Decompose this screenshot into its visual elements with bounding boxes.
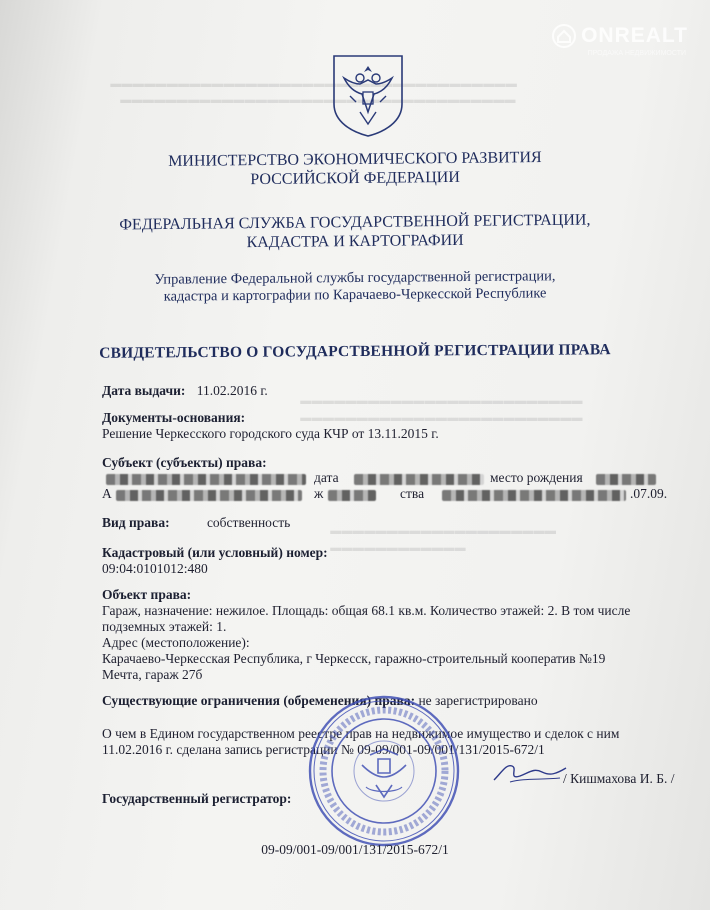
ministry-line-1: МИНИСТЕРСТВО ЭКОНОМИЧЕСКОГО РАЗВИТИЯ (168, 149, 542, 170)
coat-of-arms-icon (330, 52, 406, 138)
object-label: Объект права: (102, 587, 192, 602)
registrar-label: Государственный регистратор: (102, 791, 292, 806)
show-through-text: ▬▬▬▬▬▬▬▬▬▬▬▬▬▬▬▬▬▬▬▬ (330, 525, 556, 537)
service-line-2: КАДАСТРА И КАРТОГРАФИИ (246, 231, 464, 252)
basis-docs-block (102, 410, 439, 442)
subject-fragment: А (102, 486, 112, 501)
registry-line-2: 11.02.2016 г. сделана запись регистрации № 09-09/001-09/001/131/2015-672/1 (102, 742, 545, 757)
address-label: Адрес (местоположение): (102, 635, 250, 650)
registry-line-1: О чем в Едином государственном реестре прав на недвижимое имущество и сделок с ним (102, 726, 620, 741)
service-heading (0, 209, 710, 254)
registrar-label-row (102, 791, 291, 807)
watermark-subtitle: ПРОДАЖА НЕДВИЖИМОСТИ (587, 50, 686, 57)
issue-date-value: 11.02.2016 г. (196, 383, 268, 398)
cadastral-label: Кадастровый (или условный) номер: (102, 545, 328, 560)
right-type-label: Вид права: (102, 515, 170, 530)
service-line-1: ФЕДЕРАЛЬНАЯ СЛУЖБА ГОСУДАРСТВЕННОЙ РЕГИСТРАЦИИ, (119, 211, 591, 234)
certificate-title: СВИДЕТЕЛЬСТВО О ГОСУДАРСТВЕННОЙ РЕГИСТРАЦИИ ПРАВА (99, 341, 611, 362)
basis-docs-label: Документы-основания: (102, 410, 246, 425)
show-through-text: ▬▬▬▬▬▬▬▬▬▬▬▬▬▬▬▬▬▬▬▬▬▬▬▬▬ (300, 395, 583, 407)
subject-label: Субъект (субъекты) права: (102, 455, 267, 470)
subject-fragment: место рождения (490, 470, 583, 485)
office-line-1: Управление Федеральной службы государственной регистрации, (154, 268, 556, 288)
address-line-2: Мечта, гараж 27б (102, 667, 203, 682)
registrar-name: / Кишмахова И. Б. / (563, 771, 675, 786)
address-line-1: Карачаево-Черкесская Республика, г Черкесск, гаражно-строительный кооператив №19 (102, 651, 606, 666)
object-block (102, 587, 630, 683)
subject-fragment: ж (314, 486, 324, 501)
subject-redacted-text (102, 470, 682, 504)
subject-fragment: .07.09. (630, 486, 668, 501)
watermark (551, 24, 688, 57)
watermark-brand: ONREALT (581, 24, 688, 47)
basis-docs-value: Решение Черкесского городского суда КЧР от 13.11.2015 г. (102, 426, 439, 441)
object-line-2: подземных этажей: 1. (102, 619, 227, 634)
ministry-heading (0, 146, 710, 191)
restrictions-value: не зарегистрировано (418, 693, 538, 708)
registrar-signature (490, 758, 570, 786)
issue-date-row (102, 383, 268, 399)
subject-fragment: ства (400, 486, 425, 501)
ministry-line-2: РОССИЙСКОЙ ФЕДЕРАЦИИ (250, 168, 460, 189)
show-through-text: ▬▬▬▬▬▬▬▬▬▬▬▬▬▬▬▬▬▬▬▬▬▬▬▬▬ (300, 412, 583, 424)
subject-fragment: дата (314, 470, 339, 485)
restrictions-label: Существующие ограничения (обременения) права: (102, 693, 416, 708)
office-heading (0, 267, 710, 307)
show-through-text: ▬▬▬▬▬▬▬▬▬▬▬▬▬▬▬▬▬▬▬▬▬▬▬▬▬▬▬▬▬▬▬▬▬▬▬▬ (110, 78, 517, 90)
footer-record-number: 09-09/001-09/001/131/2015-672/1 (261, 842, 449, 857)
official-seal-stamp (306, 693, 462, 849)
show-through-text: ▬▬▬▬▬▬▬▬▬▬▬▬ (330, 542, 466, 554)
right-type-value: собственность (206, 515, 291, 530)
cadastral-block (102, 545, 328, 577)
right-type-row (102, 515, 290, 531)
cadastral-value: 09:04:0101012:480 (102, 561, 208, 576)
issue-date-label: Дата выдачи: (102, 383, 186, 398)
office-line-2: кадастра и картографии по Карачаево-Черкесской Республике (163, 285, 547, 305)
show-through-text: ▬▬▬▬▬▬▬▬▬▬▬▬▬▬▬▬▬▬▬▬▬▬▬▬▬▬▬▬▬▬▬▬▬▬▬ (120, 94, 516, 106)
house-logo-icon (551, 24, 577, 48)
object-line-1: Гараж, назначение: нежилое. Площадь: общая 68.1 кв.м. Количество этажей: 2. В том числе (102, 603, 631, 618)
